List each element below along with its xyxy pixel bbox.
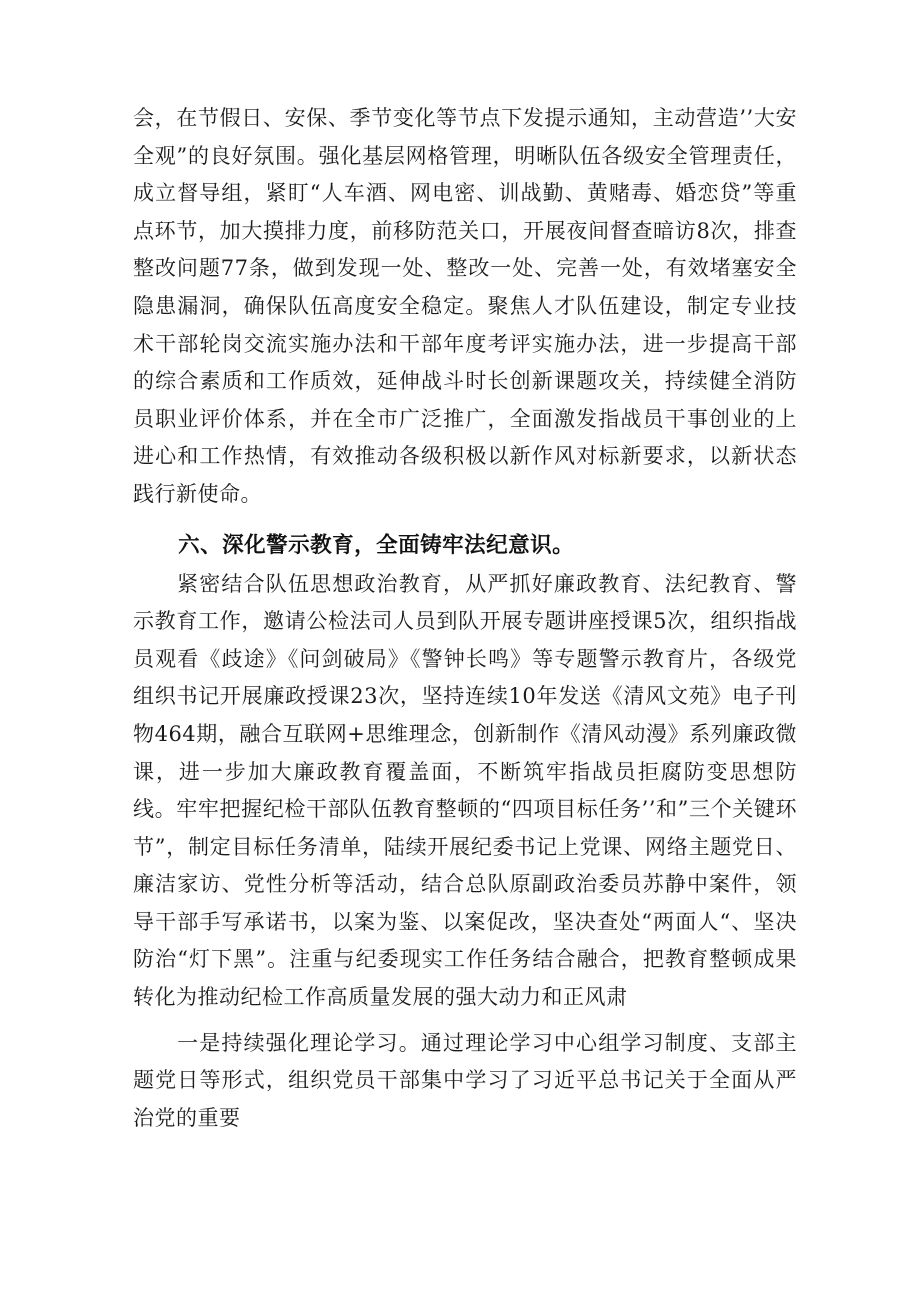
section-heading-warning-education: 六、深化警示教育，全面铸牢法纪意识。 — [178, 532, 575, 558]
paragraph-gap — [133, 1017, 797, 1025]
paragraph-theory-study: 一是持续强化理论学习。通过理论学习中心组学习制度、支部主题党日等形式，组织党员干部集中学习了习近平总书记关于全面从严治党的重要 — [133, 1030, 797, 1130]
paragraph-safety-talent: 会，在节假日、安保、季节变化等节点下发提示通知，主动营造’’大安全观”的良好氛围。强化基层网格管理，明晰队伍各级安全管理责任，成立督导组，紧盯“人车酒、网电密、训战勤、黄赌毒、婚恋贷”等重点环节，加大摸排力度，前移防范关口，开展夜间督查暗访8次，排查整改问题77条，做到发现一处、整改一处、完善一处，有效堵塞安全隐患漏洞，确保队伍高度安全稳定。聚焦人才队伍建设，制定专业技术干部轮岗交流实施办法和干部年度考评实施办法，进一步提高干部的综合素质和工作质效，延伸战斗时长创新课题攻关，持续健全消防员职业评价体系，并在全市广泛推广，全面激发指战员干事创业的上进心和工作热情，有效推动各级积极以新作风对标新要求，以新状态践行新使命。 — [133, 106, 797, 506]
document-body — [133, 100, 797, 1137]
paragraph-warning-education: 紧密结合队伍思想政治教育，从严抓好廉政教育、法纪教育、警示教育工作，邀请公检法司人员到队开展专题讲座授课5次，组织指战员观看《歧途》《问剑破局》《警钟长鸣》等专题警示教育片，各级党组织书记开展廉政授课23次，坚持连续10年发送《清风文苑》电子刊物464期，融合互联网+思维理念，创新制作《清风动漫》系列廉政微课，进一步加大廉政教育覆盖面，不断筑牢指战员拒腐防变思想防线。牢牢把握纪检干部队伍教育整顿的“四项目标任务’’和”三个关键环节”，制定目标任务清单，陆续开展纪委书记上党课、网络主题党日、廉洁家访、党性分析等活动，结合总队原副政治委员苏静中案件，领导干部手写承诺书，以案为鉴、以案促改，坚决查处“两面人“、坚决防治“灯下黑”。注重与纪委现实工作任务结合融合，把教育整顿成果转化为推动纪检工作高质量发展的强大动力和正风肃 — [133, 571, 797, 1010]
